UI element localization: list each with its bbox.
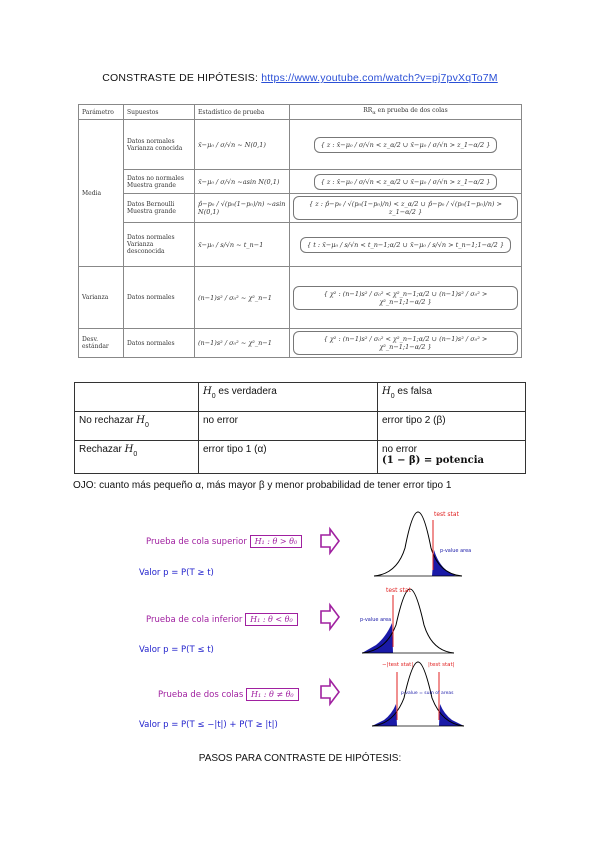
header-supuestos: Supuestos xyxy=(124,105,195,120)
cell-no-error: no error xyxy=(199,412,378,441)
region-cell xyxy=(290,223,522,267)
header-estadistico: Estadístico de prueba xyxy=(195,105,290,120)
assumption-cell: Datos normales xyxy=(124,267,195,329)
region-brace: { z : p̂−p₀ / √(p₀(1−p₀)/n) < z_α/2 ∪ p̂−p₀ / √(p₀(1−p₀)/n) > z_1−α/2 } xyxy=(293,196,518,220)
title-prefix: CONSTRASTE DE HIPÓTESIS: xyxy=(102,72,262,84)
arrow-right-icon xyxy=(319,678,341,706)
test-stat-label-left: −|test stat| xyxy=(382,662,414,668)
group-label-varianza: Varianza xyxy=(79,267,124,329)
header-rr-label: RR xyxy=(363,107,373,115)
table-row xyxy=(79,194,522,223)
formula-table xyxy=(78,104,522,358)
region-brace: { z : x̄−μ₀ / σ/√n < z_α/2 ∪ x̄−μ₀ / σ/√n > z_1−α/2 } xyxy=(314,137,498,153)
row-rechazar xyxy=(75,441,199,474)
test-label xyxy=(158,690,299,700)
cell-error-tipo-2: error tipo 2 (β) xyxy=(378,412,526,441)
region-cell xyxy=(290,329,522,358)
hypothesis-box: H₁ : θ > θ₀ xyxy=(250,535,303,548)
cell-error-tipo-1: error tipo 1 (α) xyxy=(199,441,378,474)
arrow-right-icon xyxy=(319,603,341,631)
test-stat-label: test stat xyxy=(386,587,411,594)
statistic-cell: x̄−μ₀ / σ/√n ~ N(0,1) xyxy=(195,120,290,170)
statistic-cell: x̄−μ₀ / s/√n ~ t_n−1 xyxy=(195,223,290,267)
header-rr xyxy=(290,105,522,120)
header-h0-false xyxy=(378,383,526,412)
assumption-cell: Datos normales Varianza desconocida xyxy=(124,223,195,267)
statistic-cell: p̂−p₀ / √(p₀(1−p₀)/n) ~asin N(0,1) xyxy=(195,194,290,223)
table-row xyxy=(79,267,522,329)
note-text: OJO: cuanto más pequeño α, más mayor β y menor probabilidad de tener error tipo 1 xyxy=(73,480,452,491)
h-subscript: 0 xyxy=(144,422,149,429)
hypothesis-box: H₁ : θ < θ₀ xyxy=(245,613,298,626)
two-tail-curve xyxy=(368,658,468,730)
h-subscript: 0 xyxy=(211,393,216,400)
assumption-cell: Datos normales xyxy=(124,329,195,358)
group-label-desv: Desv. estándar xyxy=(79,329,124,358)
area-label: p-value area xyxy=(360,617,392,623)
test-label-text: Prueba de dos colas xyxy=(158,690,244,700)
table-row xyxy=(75,412,526,441)
table-row xyxy=(79,329,522,358)
row-label: Rechazar xyxy=(79,444,122,455)
statistic-cell: x̄−μ₀ / σ/√n ~asin N(0,1) xyxy=(195,170,290,194)
h-letter: H xyxy=(203,386,212,397)
arrow-right-icon xyxy=(319,527,341,555)
table-row xyxy=(75,441,526,474)
row-label: No rechazar xyxy=(79,415,134,426)
statistic-cell: (n−1)s² / σ₀² ~ χ²_n−1 xyxy=(195,267,290,329)
test-label-text: Prueba de cola inferior xyxy=(146,615,243,625)
test-label xyxy=(146,537,302,547)
h-letter: H xyxy=(136,415,145,426)
lower-tail-curve xyxy=(358,585,458,657)
test-stat-label-right: |test stat| xyxy=(428,662,455,668)
empty-corner-cell xyxy=(75,383,199,412)
error-table-header xyxy=(75,383,526,412)
region-cell xyxy=(290,267,522,329)
header-h0-true xyxy=(199,383,378,412)
pvalue-formula: Valor p = P(T ≤ t) xyxy=(139,645,214,655)
region-brace: { z : x̄−μ₀ / σ/√n < z_α/2 ∪ x̄−μ₀ / σ/√n > z_1−α/2 } xyxy=(314,174,498,190)
group-label-media: Media xyxy=(79,120,124,267)
region-brace: { χ² : (n−1)s² / σ₀² < χ²_n−1;α/2 ∪ (n−1)s² / σ₀² > χ²_n−1;1−α/2 } xyxy=(293,331,518,355)
header-rr-subscript: α xyxy=(372,110,376,117)
section-heading: PASOS PARA CONTRASTE DE HIPÓTESIS: xyxy=(198,753,402,764)
cell-line: no error xyxy=(382,444,418,455)
assumption-cell: Datos no normales Muestra grande xyxy=(124,170,195,194)
region-cell xyxy=(290,120,522,170)
statistic-cell: (n−1)s² / σ₀² ~ χ²_n−1 xyxy=(195,329,290,358)
header-parametro: Parámetro xyxy=(79,105,124,120)
area-label: p-value = sum of areas xyxy=(401,691,454,696)
error-table xyxy=(74,382,526,474)
test-stat-label: test stat xyxy=(434,511,459,518)
region-brace: { χ² : (n−1)s² / σ₀² < χ²_n−1;α/2 ∪ (n−1)s² / σ₀² > χ²_n−1;1−α/2 } xyxy=(293,286,518,310)
youtube-link[interactable]: https://www.youtube.com/watch?v=pj7pvXqTo7M xyxy=(261,72,498,84)
formula-table-header xyxy=(79,105,522,120)
row-no-rechazar xyxy=(75,412,199,441)
area-label: p-value area xyxy=(440,548,472,554)
h-subscript: 0 xyxy=(390,393,395,400)
region-cell xyxy=(290,170,522,194)
cell-potencia xyxy=(378,441,526,474)
assumption-cell: Datos Bernoulli Muestra grande xyxy=(124,194,195,223)
table-row xyxy=(79,120,522,170)
h0-false-label: es falsa xyxy=(397,386,432,397)
hypothesis-box: H₁ : θ ≠ θ₀ xyxy=(246,688,299,701)
h-letter: H xyxy=(124,444,134,455)
header-rr-suffix: en prueba de dos colas xyxy=(377,107,448,115)
test-label-text: Prueba de cola superior xyxy=(146,537,247,547)
pvalue-formula: Valor p = P(T ≤ −|t|) + P(T ≥ |t|) xyxy=(139,720,278,730)
test-label xyxy=(146,615,298,625)
cell-line-bold: (1 − β) = potencia xyxy=(382,455,485,466)
pvalue-formula: Valor p = P(T ≥ t) xyxy=(139,568,214,578)
table-row xyxy=(79,170,522,194)
table-row xyxy=(79,223,522,267)
upper-tail-curve xyxy=(372,508,472,580)
region-brace: { t : x̄−μ₀ / s/√n < t_n−1;α/2 ∪ x̄−μ₀ / s/√n > t_n−1;1−α/2 } xyxy=(300,237,511,253)
page-title xyxy=(0,72,600,84)
assumption-cell: Datos normales Varianza conocida xyxy=(124,120,195,170)
h0-true-label: es verdadera xyxy=(218,386,277,397)
h-letter: H xyxy=(382,386,391,397)
h-subscript: 0 xyxy=(133,451,138,458)
region-cell xyxy=(290,194,522,223)
